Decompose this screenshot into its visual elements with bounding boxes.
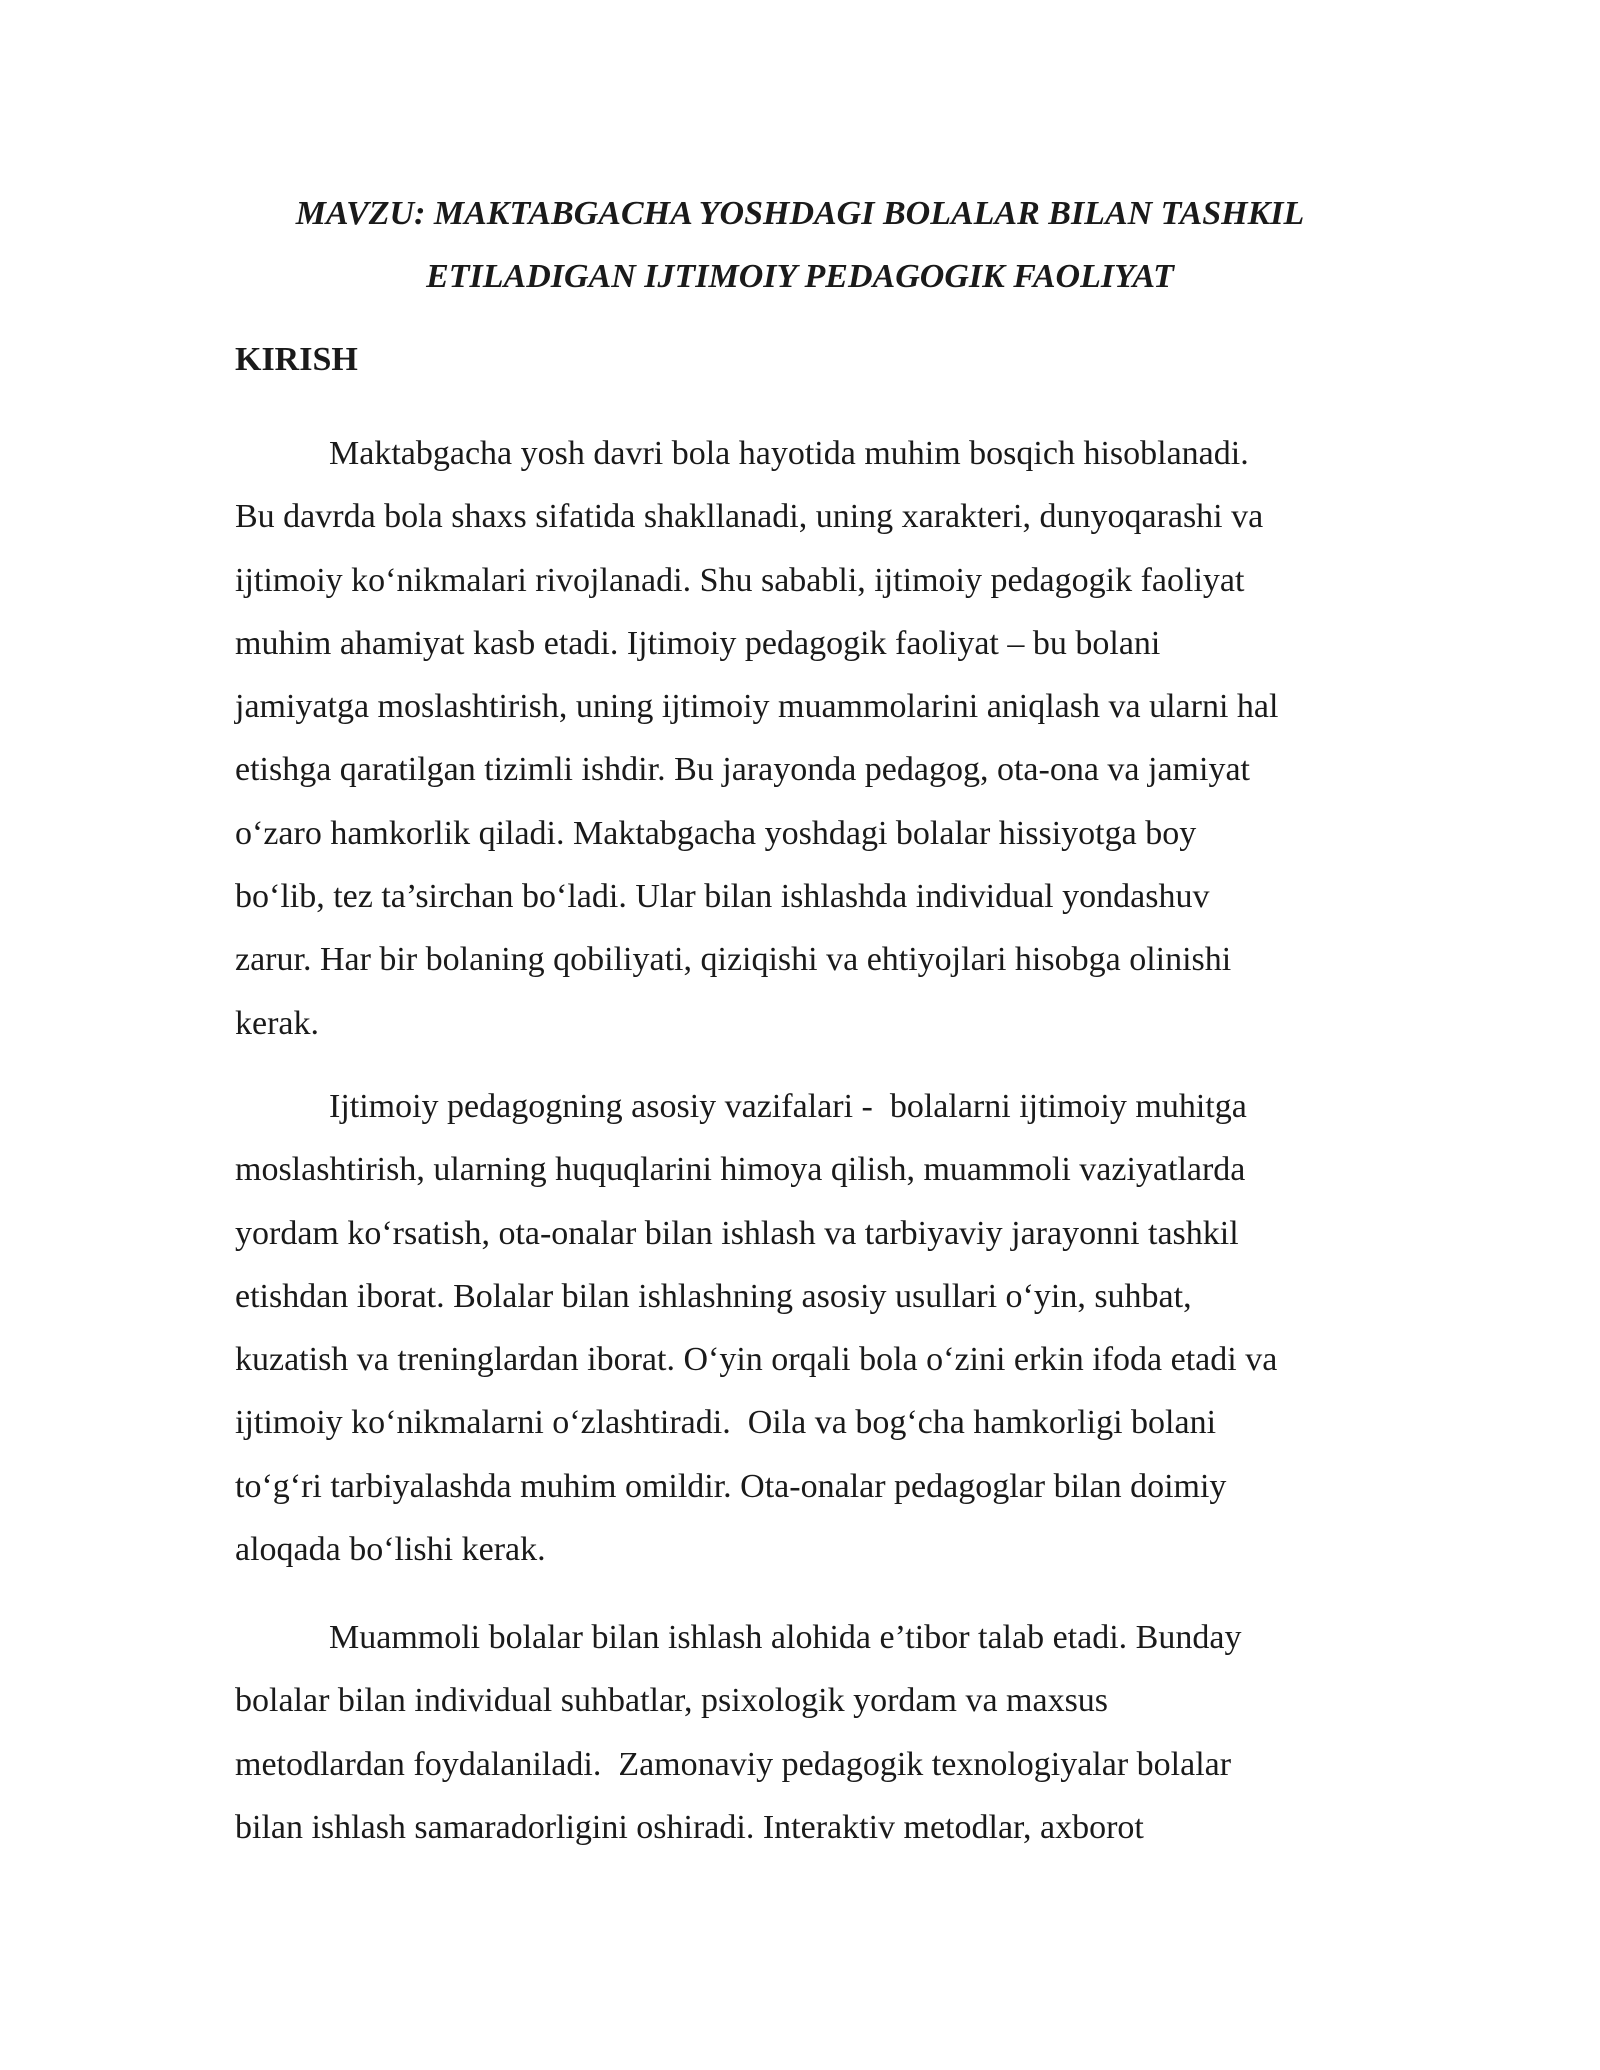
- paragraph-line: Maktabgacha yosh davri bola hayotida muhim bosqich hisoblanadi.: [329, 435, 1249, 472]
- paragraph-line: ijtimoiy ko‘nikmalarni o‘zlashtiradi. Oila va bog‘cha hamkorligi bolani: [235, 1404, 1217, 1442]
- paragraph-line: bilan ishlash samaradorligini oshiradi. Interaktiv metodlar, axborot: [235, 1808, 1144, 1846]
- paragraph-line: etishdan iborat. Bolalar bilan ishlashning asosiy usullari o‘yin, suhbat,: [235, 1277, 1192, 1315]
- paragraph-line: aloqada bo‘lishi kerak.: [235, 1531, 546, 1569]
- paragraph-line: ijtimoiy ko‘nikmalari rivojlanadi. Shu sababli, ijtimoiy pedagogik faoliyat: [235, 561, 1245, 599]
- paragraph-line: Ijtimoiy pedagogning asosiy vazifalari - bolalarni ijtimoiy muhitga: [329, 1088, 1247, 1125]
- paragraph-line: kuzatish va treninglardan iborat. O‘yin orqali bola o‘zini erkin ifoda etadi va: [235, 1341, 1278, 1379]
- paragraph-3: [235, 1606, 1365, 1859]
- paragraph-line: metodlardan foydalaniladi. Zamonaviy pedagogik texnologiyalar bolalar: [235, 1745, 1232, 1783]
- paragraph-1: [235, 422, 1365, 1055]
- title-line: MAVZU: MAKTABGACHA YOSHDAGI BOLALAR BILAN TASHKIL: [295, 195, 1305, 232]
- paragraph-line: muhim ahamiyat kasb etadi. Ijtimoiy pedagogik faoliyat – bu bolani: [235, 624, 1161, 662]
- paragraph-line: zarur. Har bir bolaning qobiliyati, qiziqishi va ehtiyojlari hisobga olinishi: [235, 941, 1232, 979]
- paragraph-line: yordam ko‘rsatish, ota-onalar bilan ishlash va tarbiyaviy jarayonni tashkil: [235, 1214, 1239, 1252]
- document-title: [235, 182, 1365, 308]
- paragraph-line: Bu davrda bola shaxs sifatida shakllanadi, uning xarakteri, dunyoqarashi va: [235, 498, 1264, 536]
- paragraph-line: moslashtirish, ularning huquqlarini himoya qilish, muammoli vaziyatlarda: [235, 1151, 1246, 1189]
- paragraph-2: [235, 1075, 1365, 1581]
- paragraph-line: bolalar bilan individual suhbatlar, psixologik yordam va maxsus: [235, 1682, 1109, 1720]
- paragraph-line: kerak.: [235, 1004, 320, 1042]
- paragraph-line: etishga qaratilgan tizimli ishdir. Bu jarayonda pedagog, ota-ona va jamiyat: [235, 751, 1250, 789]
- section-heading: KIRISH: [235, 341, 358, 378]
- paragraph-line: to‘g‘ri tarbiyalashda muhim omildir. Ota-onalar pedagoglar bilan doimiy: [235, 1467, 1227, 1505]
- paragraph-line: Muammoli bolalar bilan ishlash alohida e’tibor talab etadi. Bunday: [329, 1619, 1242, 1656]
- paragraph-line: jamiyatga moslashtirish, uning ijtimoiy muammolarini aniqlash va ularni hal: [235, 688, 1279, 726]
- paragraph-line: o‘zaro hamkorlik qiladi. Maktabgacha yoshdagi bolalar hissiyotga boy: [235, 814, 1197, 852]
- title-line: ETILADIGAN IJTIMOIY PEDAGOGIK FAOLIYAT: [426, 258, 1174, 295]
- paragraph-line: bo‘lib, tez ta’sirchan bo‘ladi. Ular bilan ishlashda individual yondashuv: [235, 878, 1210, 916]
